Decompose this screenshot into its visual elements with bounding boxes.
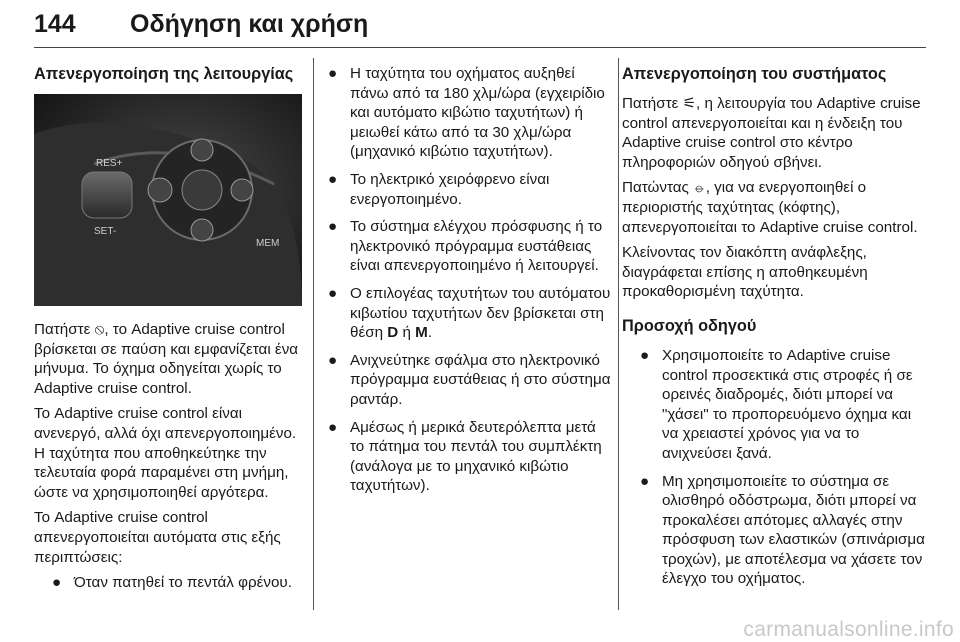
mem-label: MEM [256,238,280,249]
paragraph-switch-off: Πατήστε ⚟, η λειτουργία του Adaptive cruise control απενεργοποιείται και η ένδειξη του Adaptive cruise control στο κέντρο πληροφοριών οδηγού σβήνει. [622,95,921,171]
list-item: ● Ανιχνεύτηκε σφάλμα στο ηλεκτρονικό πρόγραμμα ευστάθειας ή στο σύστημα ραντάρ. [328,351,611,408]
chapter-title: Οδήγηση και χρήση [130,10,369,38]
column-divider-1 [313,58,314,610]
column-3 [622,64,926,597]
list-item: ● Η ταχύτητα του οχήματος αυξηθεί πάνω από τα 180 χλμ/ώρα (εγχειρίδιο και αυτόματο κιβώτιο ταχυτήτων) ή μειωθεί κάτω από τα 30 χλμ/ώρα (μηχανικό κιβώτιο ταχυτήτων). [328,65,605,161]
list-item: ● Το ηλεκτρικό χειρόφρενο είναι ενεργοποιημένο. [328,170,550,208]
paragraph-pause: Πατήστε ⦸, το Adaptive cruise control βρίσκεται σε παύση και εμφανίζεται ένα μήνυμα. Το όχημα οδηγείται χωρίς το Adaptive cruise control. [34,321,299,397]
list-item-gear-selector: ● Ο επιλογέας ταχυτήτων του αυτόματου κιβωτίου ταχυτήτων δεν βρίσκεται στη θέση D ή M. [328,284,611,342]
section-heading-deactivate-function: Απενεργοποίηση της λειτουργίας [34,65,294,83]
page-number: 144 [34,10,76,38]
column-divider-2 [618,58,619,610]
list-item: ● Χρησιμοποιείτε το Adaptive cruise control προσεκτικά στις στροφές ή σε ορεινές διαδρομές, διότι μπορεί να "χάσει" το προπορευόμενο όχημα και να χρειαστεί χρόνος για να το ανιχνεύσει ξανά. [640,346,913,462]
paragraph-auto-deactivate: Το Adaptive cruise control απενεργοποιείται αυτόματα στις εξής περιπτώσεις: [34,509,281,566]
paragraph-inactive: Το Adaptive cruise control είναι ανενεργό, αλλά όχι απενεργοποιημένο. Η ταχύτητα που αποθηκεύτηκε την τελευταία φορά παραμένει στη μνήμη, ώστε να χρησιμοποιηθεί αργότερα. [34,405,297,501]
list-item: ● Μη χρησιμοποιείτε το σύστημα σε ολισθηρό οδόστρωμα, διότι μπορεί να προκαλέσει απότομες αλλαγές στην πρόσφυση των ελαστικών (σπινάρισμα τροχών), με αποτέλεσμα να χάσετε τον έλεγχο του οχήματος. [640,472,925,588]
page-header [34,6,926,46]
column-1 [34,64,306,601]
watermark: carmanualsonline.info [743,618,954,641]
set-label: SET- [94,226,117,237]
cruise-control-icon: ⦸ [94,321,105,338]
section-heading-deactivate-system: Απενεργοποίηση του συστήματος [622,65,887,83]
list-item: ● Το σύστημα ελέγχου πρόσφυσης ή το ηλεκτρονικό πρόγραμμα ευστάθειας είναι απενεργοποιημένο ή λειτουργεί. [328,218,603,275]
header-rule [34,47,926,48]
list-item: ● Όταν πατηθεί το πεντάλ φρένου. [52,574,292,592]
steering-wheel-controls-photo [34,94,302,306]
paragraph-speed-limiter: Πατώντας ⦵, για να ενεργοποιηθεί ο περιοριστής ταχύτητας (κόφτης), απενεργοποιείται το Adaptive cruise control. [622,179,918,236]
res-label: RES+ [96,158,123,169]
paragraph-ignition: Κλείνοντας τον διακόπτη ανάφλεξης, διαγράφεται επίσης η αποθηκευμένη προκαθορισμένη ταχύτητα. [622,244,868,301]
list-item: ● Αμέσως ή μερικά δευτερόλεπτα μετά το πάτημα του πεντάλ του συμπλέκτη (ανάλογα με το μηχανικό κιβώτιο ταχυτήτων). [328,418,602,495]
adaptive-cruise-icon: ⚟ [682,95,697,112]
section-heading-driver-attention: Προσοχή οδηγού [622,316,757,335]
speed-limiter-icon: ⦵ [693,179,706,197]
column-2 [326,64,611,504]
